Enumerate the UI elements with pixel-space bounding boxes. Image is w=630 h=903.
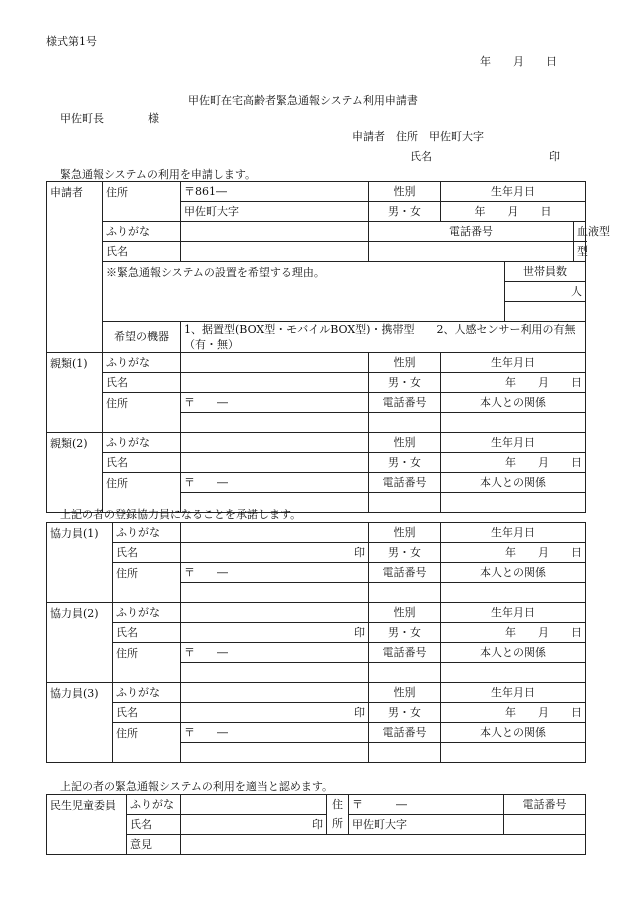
postal-field[interactable]: 〒 ― (181, 643, 369, 663)
name-field[interactable] (181, 242, 369, 262)
coop-intro: 上記の者の登録協力員になることを承諾します。 (60, 508, 302, 521)
relation-label: 本人との関係 (441, 723, 586, 743)
opinion-label: 意見 (127, 835, 181, 855)
household-label: 世帯員数 (505, 262, 586, 282)
birth-label: 生年月日 (441, 603, 586, 623)
gender-options[interactable]: 男・女 (369, 202, 441, 222)
birth-date[interactable]: 年 月 日 (441, 543, 586, 563)
welfare-intro: 上記の者の緊急通報システムの利用を適当と認めます。 (60, 780, 334, 793)
relation-label: 本人との関係 (441, 563, 586, 583)
relative-1-label: 親類(1) (47, 353, 103, 433)
phone-field[interactable] (369, 493, 441, 513)
birth-date[interactable]: 年 月 日 (441, 453, 586, 473)
birth-date[interactable]: 年 月 日 (441, 623, 586, 643)
furigana-field[interactable] (181, 353, 369, 373)
birth-label: 生年月日 (441, 433, 586, 453)
furigana-label: ふりがな (113, 683, 181, 703)
intro-text: 緊急通報システムの利用を申請します。 (60, 168, 257, 181)
name-field[interactable] (181, 373, 369, 393)
gender-options[interactable]: 男・女 (369, 703, 441, 723)
gender-label: 性別 (369, 433, 441, 453)
phone-field[interactable] (504, 815, 586, 835)
name-field[interactable] (181, 453, 369, 473)
postal-field[interactable]: 〒 ― (181, 473, 369, 493)
address-field[interactable] (181, 663, 369, 683)
address-label: 住所 (113, 643, 181, 683)
phone-field[interactable] (369, 743, 441, 763)
household-unit: 人 (505, 282, 586, 302)
gender-label: 性別 (369, 523, 441, 543)
furigana-field[interactable] (181, 523, 369, 543)
relation-label: 本人との関係 (441, 473, 586, 493)
addressee: 甲佐町長 様 (60, 112, 159, 125)
birth-label: 生年月日 (441, 523, 586, 543)
furigana-field[interactable] (181, 795, 327, 815)
furigana-field[interactable] (181, 683, 369, 703)
blood-unit: 型 (574, 242, 586, 262)
postal-field[interactable]: 〒 ― (181, 723, 369, 743)
coop-table (46, 522, 586, 763)
gender-label: 性別 (369, 603, 441, 623)
applicant-address-line: 申請者 住所 甲佐町大字 (352, 130, 484, 143)
name-label: 氏名 (103, 242, 181, 262)
furigana-field[interactable] (181, 603, 369, 623)
relation-field[interactable] (441, 493, 586, 513)
birth-label: 生年月日 (441, 353, 586, 373)
birth-date[interactable]: 年 月 日 (441, 202, 586, 222)
form-number: 様式第1号 (46, 35, 97, 48)
phone-label: 電話番号 (369, 473, 441, 493)
application-table (46, 181, 610, 513)
birth-date[interactable]: 年 月 日 (441, 703, 586, 723)
name-label: 氏名 (113, 623, 181, 643)
address-field[interactable] (181, 583, 369, 603)
name-label: 氏名 (113, 703, 181, 723)
relative-2-label: 親類(2) (47, 433, 103, 513)
furigana-field[interactable] (181, 433, 369, 453)
reason-field[interactable]: ※緊急通報システムの設置を希望する理由。 (103, 262, 505, 322)
applicant-postal[interactable]: 〒861― (181, 182, 369, 202)
gender-options[interactable]: 男・女 (369, 623, 441, 643)
address-label: 住所 (113, 723, 181, 763)
opinion-field[interactable] (181, 835, 586, 855)
phone-field[interactable] (369, 583, 441, 603)
birth-label: 生年月日 (441, 182, 586, 202)
seal-mark: 印 (181, 623, 369, 643)
postal-field[interactable]: 〒 ― (181, 563, 369, 583)
device-options[interactable]: 1、据置型(BOX型・モバイルBOX型)・携帯型 2、人感センサー利用の有無 （有・無） (181, 322, 586, 353)
name-label: 氏名 (103, 373, 181, 393)
coop-1-label: 協力員(1) (47, 523, 113, 603)
phone-label: 電話番号 (369, 393, 441, 413)
furigana-label: ふりがな (113, 523, 181, 543)
gender-label: 性別 (369, 353, 441, 373)
gender-label: 性別 (369, 683, 441, 703)
address-label: 住所 (113, 563, 181, 603)
welfare-table (46, 794, 586, 855)
name-label: 氏名 (127, 815, 181, 835)
blood-label: 血液型 (574, 222, 586, 242)
birth-label: 生年月日 (441, 683, 586, 703)
relation-label: 本人との関係 (441, 393, 586, 413)
address-label-2: 所 (327, 815, 349, 835)
relation-field[interactable] (441, 583, 586, 603)
date-line: 年 月 日 (480, 55, 557, 68)
birth-date[interactable]: 年 月 日 (441, 373, 586, 393)
device-label: 希望の機器 (103, 322, 181, 353)
phone-field[interactable] (369, 413, 441, 433)
address-label: 住所 (103, 473, 181, 513)
phone-label: 電話番号 (504, 795, 586, 815)
address-label: 住所 (103, 182, 181, 222)
seal-mark: 印 (181, 815, 327, 835)
applicant-seal: 印 (549, 150, 560, 163)
relation-field[interactable] (441, 413, 586, 433)
phone-label: 電話番号 (369, 222, 574, 242)
relation-label: 本人との関係 (441, 643, 586, 663)
coop-3-label: 協力員(3) (47, 683, 113, 763)
furigana-label: ふりがな (103, 433, 181, 453)
gender-options[interactable]: 男・女 (369, 373, 441, 393)
seal-mark: 印 (181, 703, 369, 723)
welfare-label: 民生児童委員 (47, 795, 127, 855)
phone-field[interactable] (369, 242, 574, 262)
relation-field[interactable] (441, 743, 586, 763)
address-label: 住所 (103, 393, 181, 433)
applicant-label: 申請者 (47, 182, 103, 353)
applicant-name-line: 氏名 (410, 150, 432, 163)
phone-label: 電話番号 (369, 643, 441, 663)
phone-label: 電話番号 (369, 723, 441, 743)
furigana-field[interactable] (181, 222, 369, 242)
name-label: 氏名 (103, 453, 181, 473)
furigana-label: ふりがな (127, 795, 181, 815)
gender-label: 性別 (369, 182, 441, 202)
coop-2-label: 協力員(2) (47, 603, 113, 683)
page-title: 甲佐町在宅高齢者緊急通報システム利用申請書 (188, 94, 418, 107)
furigana-label: ふりがな (113, 603, 181, 623)
phone-label: 電話番号 (369, 563, 441, 583)
gender-options[interactable]: 男・女 (369, 543, 441, 563)
postal-field[interactable]: 〒 ― (181, 393, 369, 413)
address-field[interactable] (181, 743, 369, 763)
seal-mark: 印 (181, 543, 369, 563)
applicant-town[interactable]: 甲佐町大字 (181, 202, 369, 222)
address-label-1: 住 (327, 795, 349, 815)
name-label: 氏名 (113, 543, 181, 563)
furigana-label: ふりがな (103, 222, 181, 242)
gender-options[interactable]: 男・女 (369, 453, 441, 473)
postal-field[interactable]: 〒 ― (349, 795, 504, 815)
phone-field[interactable] (369, 663, 441, 683)
welfare-town[interactable]: 甲佐町大字 (349, 815, 504, 835)
relation-field[interactable] (441, 663, 586, 683)
address-field[interactable] (181, 413, 369, 433)
furigana-label: ふりがな (103, 353, 181, 373)
